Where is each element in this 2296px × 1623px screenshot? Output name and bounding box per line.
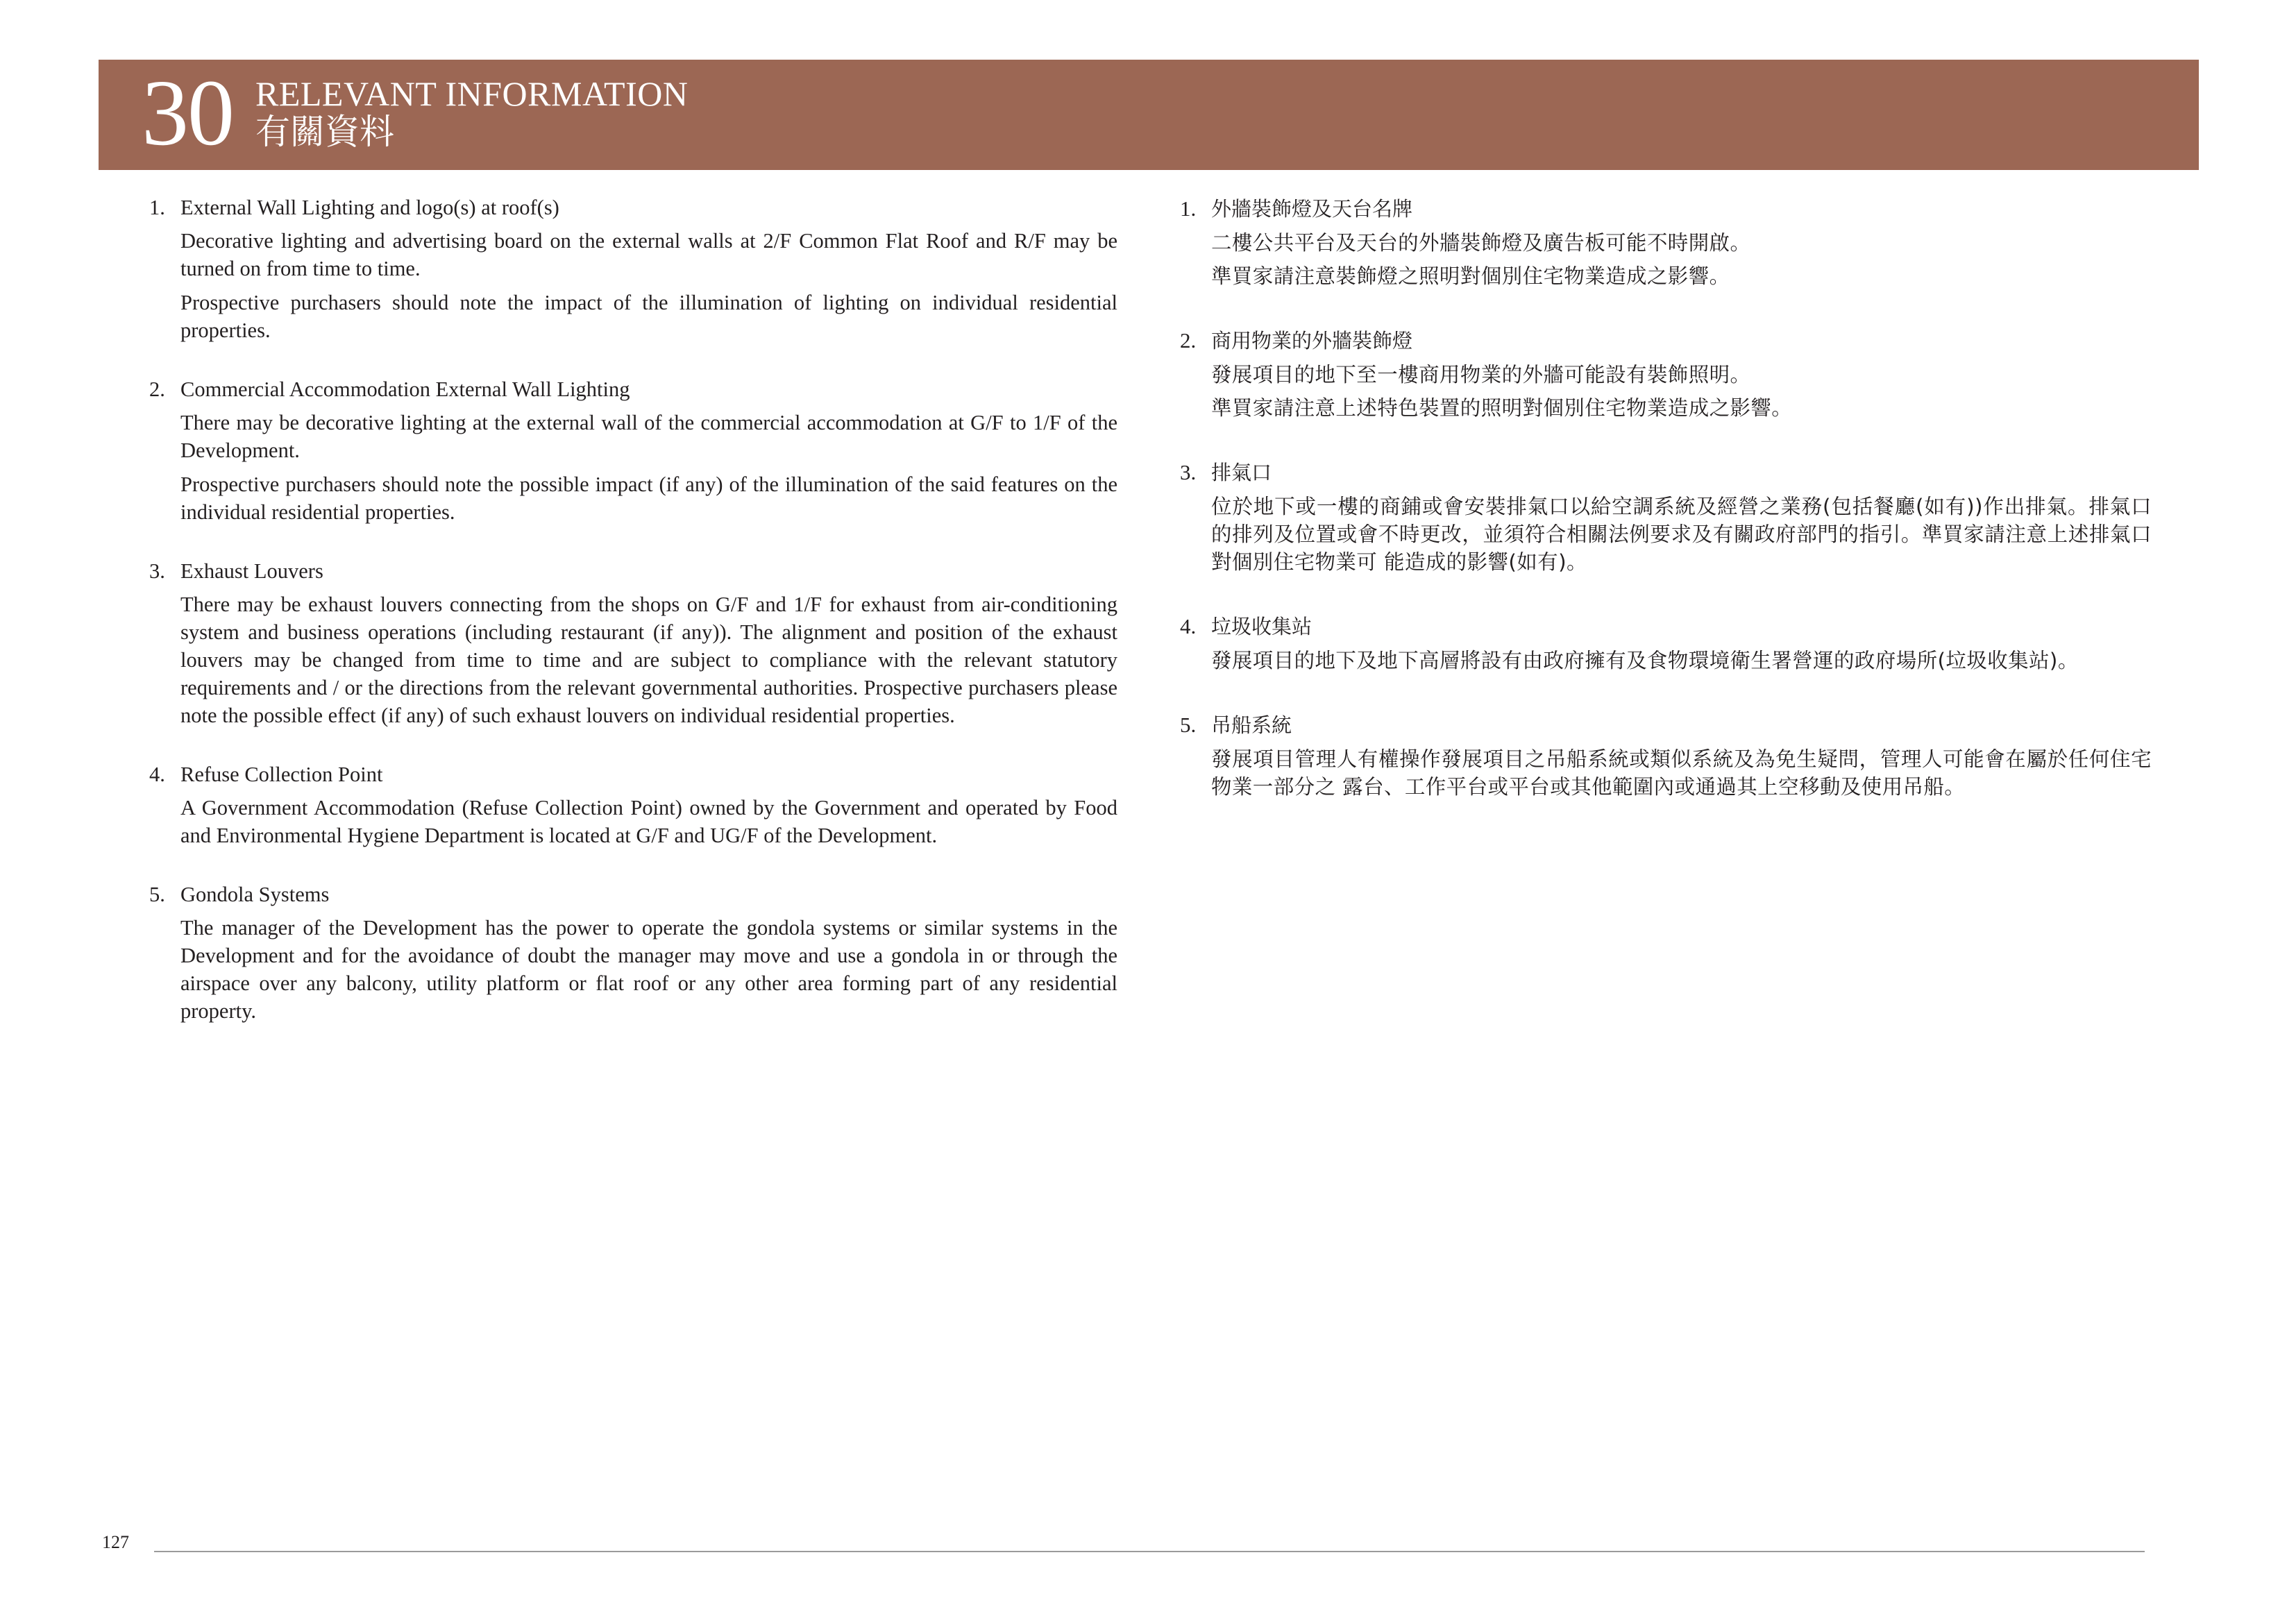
item-paragraph: The manager of the Development has the power to operate the gondola systems or similar systems in the Development and for the avoidance of doubt the manager may move and use a gondola in or through the airspace over any balcony, utility platform or flat roof or any other area forming part of any residential property.: [180, 916, 1117, 1023]
item-heading: [149, 881, 1117, 908]
item-paragraph: 發展項目的地下至一樓商用物業的外牆可能設有裝飾照明。: [1211, 363, 1751, 386]
list-item: [1180, 194, 2152, 290]
item-paragraph: Prospective purchasers should note the possible impact (if any) of the illumination of the said features on the individual residential properties.: [180, 473, 1117, 524]
english-column: [149, 194, 1117, 1057]
page-number: 127: [102, 1532, 129, 1552]
item-heading: [1180, 612, 2152, 641]
item-title: Commercial Accommodation External Wall Lighting: [180, 377, 630, 401]
section-number: 30: [142, 61, 233, 165]
section-titles: [255, 75, 688, 151]
item-number: 3.: [1180, 460, 1197, 484]
item-body: [180, 914, 1117, 1025]
item-body: [180, 794, 1117, 849]
item-body: [1211, 361, 2152, 422]
item-title: 垃圾收集站: [1211, 615, 1312, 638]
list-item: [149, 761, 1117, 849]
item-title: Gondola Systems: [180, 883, 330, 906]
chinese-column: [1180, 194, 2152, 837]
item-paragraph: 發展項目管理人有權操作發展項目之吊船系統或類似系統及為免生疑問，管理人可能會在屬於任何住宅物業一部分之 露台、工作平台或平台或其他範圍內或通過其上空移動及使用吊船。: [1211, 747, 2152, 799]
section-title-chinese: 有關資料: [255, 112, 394, 152]
item-heading: [149, 194, 1117, 221]
list-item: [1180, 612, 2152, 674]
item-number: 4.: [149, 763, 165, 786]
list-item: [1180, 711, 2152, 801]
item-body: [1211, 229, 2152, 290]
item-title: 吊船系統: [1211, 713, 1292, 737]
item-heading: [1180, 194, 2152, 223]
item-title: 排氣口: [1211, 461, 1272, 484]
list-item: [149, 194, 1117, 344]
item-title: Refuse Collection Point: [180, 763, 383, 786]
item-number: 3.: [149, 559, 165, 583]
item-number: 2.: [149, 377, 165, 401]
item-heading: [1180, 458, 2152, 487]
list-item: [149, 558, 1117, 729]
item-heading: [149, 761, 1117, 788]
item-paragraph: There may be decorative lighting at the external wall of the commercial accommodation at G/F to 1/F of the Development.: [180, 411, 1117, 462]
item-number: 2.: [1180, 328, 1197, 352]
item-paragraph: 準買家請注意上述特色裝置的照明對個別住宅物業造成之影響。: [1211, 396, 1793, 420]
item-body: [1211, 647, 2152, 674]
item-heading: [149, 376, 1117, 402]
item-title: 外牆裝飾燈及天台名牌: [1211, 197, 1413, 221]
item-heading: [149, 558, 1117, 584]
item-paragraph: 準買家請注意裝飾燈之照明對個別住宅物業造成之影響。: [1211, 264, 1730, 288]
item-paragraph: 位於地下或一樓的商鋪或會安裝排氣口以給空調系統及經營之業務(包括餐廳(如有))作出排氣。排氣口的排列及位置或會不時更改，並須符合相關法例要求及有關政府部門的指引。準買家請注意上述排氣口對個別住宅物業可 能造成的影響(如有)。: [1211, 495, 2152, 574]
footer-divider: [154, 1551, 2145, 1552]
item-paragraph: Decorative lighting and advertising board on the external walls at 2/F Common Flat Roof and R/F may be turned on from time to time.: [180, 229, 1117, 280]
item-heading: [1180, 326, 2152, 355]
item-paragraph: There may be exhaust louvers connecting from the shops on G/F and 1/F for exhaust from air-conditioning system and business operations (including restaurant (if any)). The alignment and position of the exhaust louvers may be changed from time to time and are subject to compliance with the relevant statutory requirements and / or the directions from the relevant governmental authorities. Prospective purchasers please note the possible effect (if any) of such exhaust louvers on individual residential properties.: [180, 593, 1117, 727]
item-paragraph: 發展項目的地下及地下高層將設有由政府擁有及食物環境衛生署營運的政府場所(垃圾收集站)。: [1211, 649, 2079, 672]
item-title: 商用物業的外牆裝飾燈: [1211, 329, 1413, 352]
item-number: 5.: [149, 883, 165, 906]
item-number: 1.: [1180, 196, 1197, 221]
item-body: [180, 409, 1117, 526]
item-body: [180, 590, 1117, 729]
item-number: 5.: [1180, 713, 1197, 737]
list-item: [1180, 326, 2152, 422]
section-header-bar: [99, 60, 2199, 170]
item-paragraph: A Government Accommodation (Refuse Collection Point) owned by the Government and operated by Food and Environmental Hygiene Department is located at G/F and UG/F of the Development.: [180, 796, 1117, 847]
list-item: [149, 881, 1117, 1025]
section-title-english: RELEVANT INFORMATION: [255, 74, 689, 113]
item-paragraph: Prospective purchasers should note the impact of the illumination of lighting on individual residential properties.: [180, 291, 1117, 342]
item-body: [180, 227, 1117, 344]
item-number: 4.: [1180, 614, 1197, 638]
list-item: [1180, 458, 2152, 576]
item-title: Exhaust Louvers: [180, 559, 323, 583]
list-item: [149, 376, 1117, 526]
item-body: [1211, 493, 2152, 576]
item-heading: [1180, 711, 2152, 740]
item-title: External Wall Lighting and logo(s) at roof(s): [180, 196, 559, 219]
item-body: [1211, 745, 2152, 801]
item-paragraph: 二樓公共平台及天台的外牆裝飾燈及廣告板可能不時開啟。: [1211, 231, 1751, 255]
item-number: 1.: [149, 196, 165, 219]
